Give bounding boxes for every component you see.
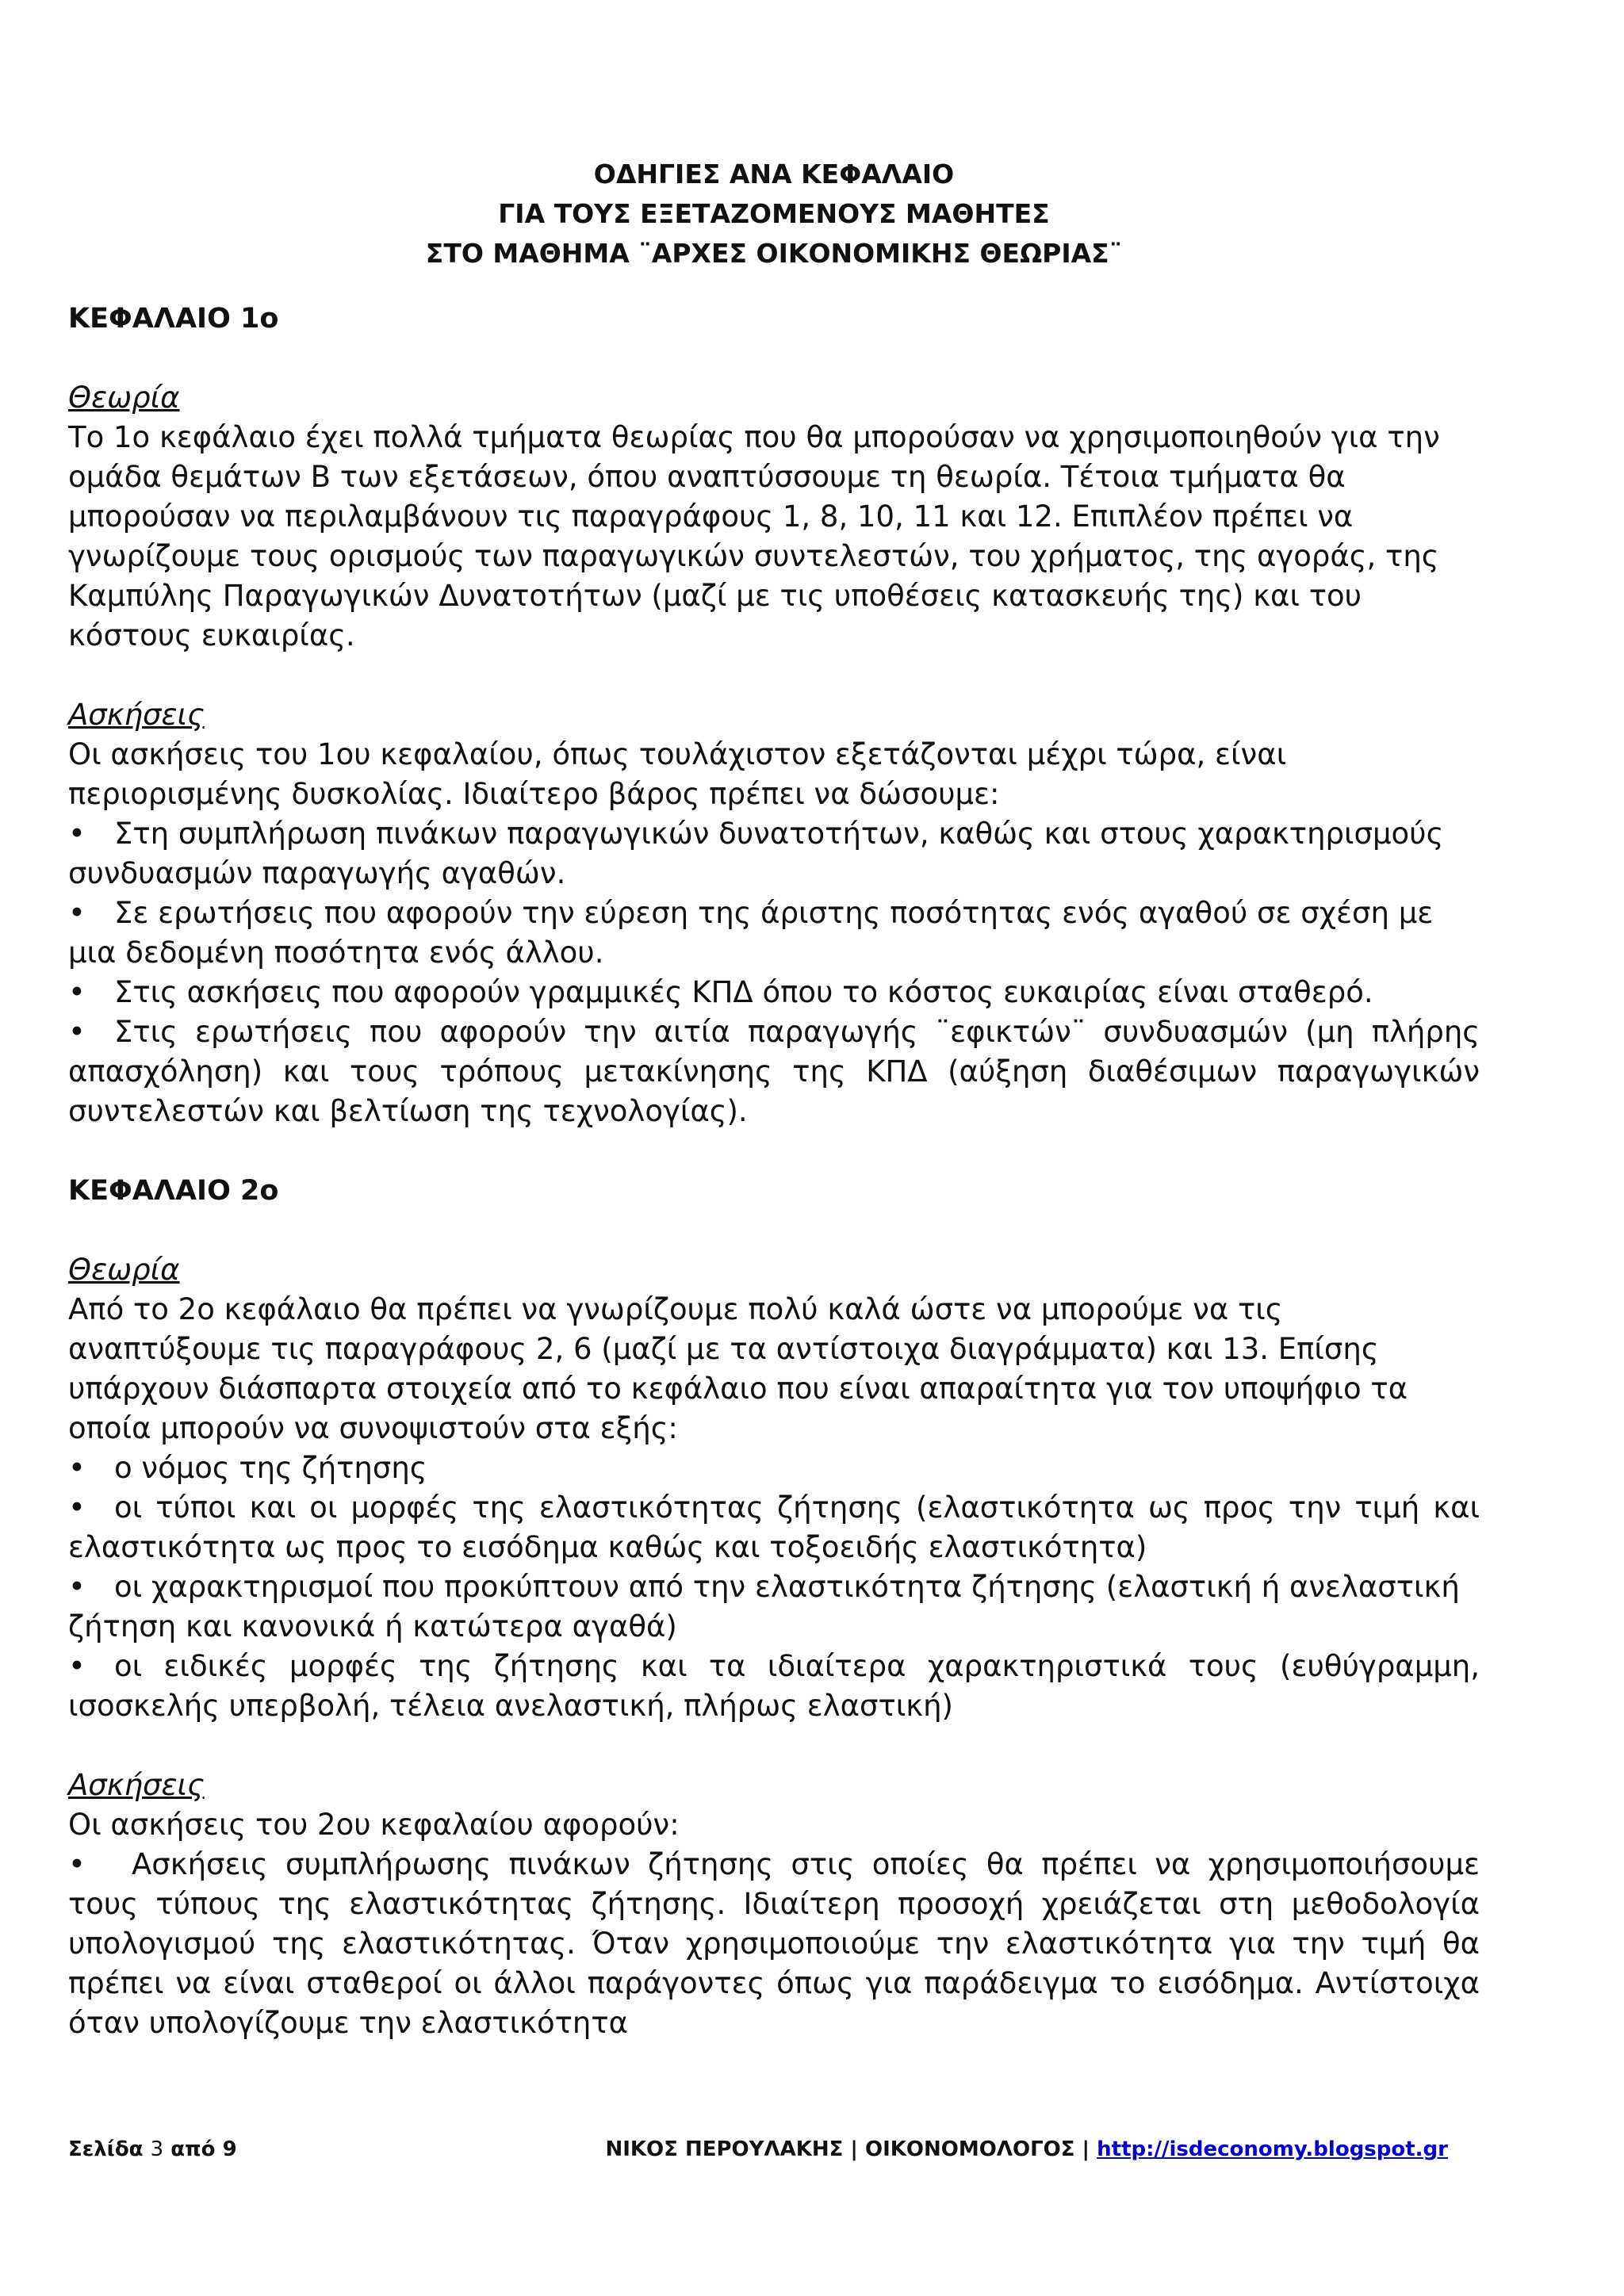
bullet-text: Στις ερωτήσεις που αφορούν την αιτία παραγωγής ¨εφικτών¨ συνδυασμών (μη πλήρης απασχόληση) και τους τρόπους μετακίνησης της ΚΠΔ (αύξηση διαθέσιμων παραγωγικών συντελεστών και βελτίωση της τεχνολογίας). [68, 1015, 1480, 1128]
chapter-2-bullet-3 [68, 1567, 1480, 1647]
chapter-2-exercises-intro: Οι ασκήσεις του 2ου κεφαλαίου αφορούν: [68, 1808, 680, 1842]
page-label: Σελίδα [68, 2137, 144, 2161]
bullet-text: οι τύποι και οι μορφές της ελαστικότητας ζήτησης (ελαστικότητα ως προς την τιμή και ελαστικότητα ως προς το εισόδημα καθώς και τοξοειδής ελαστικότητα) [68, 1490, 1480, 1564]
chapter-1-exercises-label: Ασκήσεις [68, 698, 205, 732]
author-text: ΝΙΚΟΣ ΠΕΡΟΥΛΑΚΗΣ | ΟΙΚΟΝΟΜΟΛΟΓΟΣ | [605, 2137, 1090, 2161]
bullet-text: Σε ερωτήσεις που αφορούν την εύρεση της άριστης ποσότητας ενός αγαθού σε σχέση με μια δεδομένη ποσότητα ενός άλλου. [68, 896, 1434, 970]
bullet-marker: • [68, 817, 86, 851]
chapter-2-bullet-4 [68, 1647, 1480, 1726]
bullet-marker: • [68, 1015, 86, 1049]
chapter-2-exercises-label: Ασκήσεις [68, 1768, 205, 1802]
chapter-1-bullet-4 [68, 1012, 1480, 1131]
chapter-2-heading: ΚΕΦΑΛΑΙΟ 2ο [68, 1175, 279, 1207]
chapter-2-theory-text: Από το 2ο κεφάλαιο θα πρέπει να γνωρίζουμε πολύ καλά ώστε να μπορούμε να τις αναπτύξουμε τις παραγράφους 2, 6 (μαζί με τα αντίστοιχα διαγράμματα) και 13. Επίσης υπάρχουν διάσπαρτα στοιχεία από το κεφάλαιο που είναι απαραίτητα για τον υποψήφιο τα οποία μπορούν να συνοψιστούν στα εξής: [68, 1292, 1408, 1445]
bullet-marker: • [68, 1451, 86, 1485]
bullet-marker: • [68, 1649, 86, 1683]
bullet-text: Στη συμπλήρωση πινάκων παραγωγικών δυνατοτήτων, καθώς και στους χαρακτηρισμούς συνδυασμών παραγωγής αγαθών. [68, 817, 1444, 890]
title-line-2: ΓΙΑ ΤΟΥΣ ΕΞΕΤΑΖΟΜΕΝΟΥΣ ΜΑΘΗΤΕΣ [498, 198, 1050, 229]
chapter-1-bullet-3 [68, 973, 1480, 1012]
bullet-text: οι ειδικές μορφές της ζήτησης και τα ιδιαίτερα χαρακτηριστικά τους (ευθύγραμμη, ισοσκελής υπερβολή, τέλεια ανελαστική, πλήρως ελαστική) [68, 1649, 1480, 1723]
chapter-1-theory-label: Θεωρία [68, 381, 180, 415]
title-line-3: ΣΤΟ ΜΑΘΗΜΑ ¨ΑΡΧΕΣ ΟΙΚΟΝΟΜΙΚΗΣ ΘΕΩΡΙΑΣ¨ [425, 238, 1123, 269]
blog-link[interactable]: http://isdeconomy.blogspot.gr [1097, 2137, 1448, 2161]
chapter-1-bullet-1 [68, 814, 1480, 894]
chapter-1-theory-text: Το 1ο κεφάλαιο έχει πολλά τμήματα θεωρίας που θα μπορούσαν να χρησιμοποιηθούν για την ομάδα θεμάτων Β των εξετάσεων, όπου αναπτύσσουμε τη θεωρία. Τέτοια τμήματα θα μπορούσαν να περιλαμβάνουν τις παραγράφους 1, 8, 10, 11 και 12. Επιπλέον πρέπει να γνωρίζουμε τους ορισμούς των παραγωγικών συντελεστών, του χρήματος, της αγοράς, της Καμπύλης Παραγωγικών Δυνατοτήτων (μαζί με τις υποθέσεις κατασκευής της) και του κόστους ευκαιρίας. [68, 420, 1440, 652]
bullet-marker: • [68, 975, 86, 1009]
chapter-2-bullet-2 [68, 1488, 1480, 1567]
bullet-marker: • [68, 1490, 86, 1525]
title-line-1: ΟΔΗΓΙΕΣ ΑΝΑ ΚΕΦΑΛΑΙΟ [593, 159, 955, 189]
document-page [68, 155, 1480, 2043]
bullet-text: ο νόμος της ζήτησης [114, 1451, 427, 1485]
chapter-2-exercise-bullet [68, 1845, 1480, 2043]
bullet-text: Στις ασκήσεις που αφορούν γραμμικές ΚΠΔ όπου το κόστος ευκαιρίας είναι σταθερό. [114, 975, 1373, 1009]
footer-author [605, 2136, 1448, 2163]
bullet-text: οι χαρακτηρισμοί που προκύπτουν από την ελαστικότητα ζήτησης (ελαστική ή ανελαστική ζήτηση και κανονικά ή κατώτερα αγαθά) [68, 1570, 1460, 1644]
bullet-text: Ασκήσεις συμπλήρωσης πινάκων ζήτησης στις οποίες θα πρέπει να χρησιμοποιήσουμε τους τύπους της ελαστικότητας ζήτησης. Ιδιαίτερη προσοχή χρειάζεται στη μεθοδολογία υπολογισμού της ελαστικότητας. Όταν χρησιμοποιούμε την ελαστικότητα για την τιμή θα πρέπει να είναι σταθεροί οι άλλοι παράγοντες όπως για παράδειγμα το εισόδημα. Αντίστοιχα όταν υπολογίζουμε την ελαστικότητα [68, 1847, 1480, 2040]
chapter-1-heading: ΚΕΦΑΛΑΙΟ 1ο [68, 303, 279, 335]
chapter-1-bullet-2 [68, 894, 1480, 973]
document-title [68, 155, 1480, 274]
bullet-marker: • [68, 896, 86, 930]
bullet-marker: • [68, 1847, 86, 1881]
chapter-1-exercises-intro: Οι ασκήσεις του 1ου κεφαλαίου, όπως τουλάχιστον εξετάζονται μέχρι τώρα, είναι περιορισμένης δυσκολίας. Ιδιαίτερο βάρος πρέπει να δώσουμε: [68, 737, 1287, 811]
chapter-2-bullet-1 [68, 1448, 1480, 1488]
page-number: 3 [150, 2137, 164, 2161]
of-label: από [170, 2137, 216, 2161]
bullet-marker: • [68, 1570, 86, 1604]
total-pages: 9 [222, 2137, 237, 2161]
page-counter [68, 2136, 237, 2163]
chapter-2-theory-label: Θεωρία [68, 1253, 180, 1287]
